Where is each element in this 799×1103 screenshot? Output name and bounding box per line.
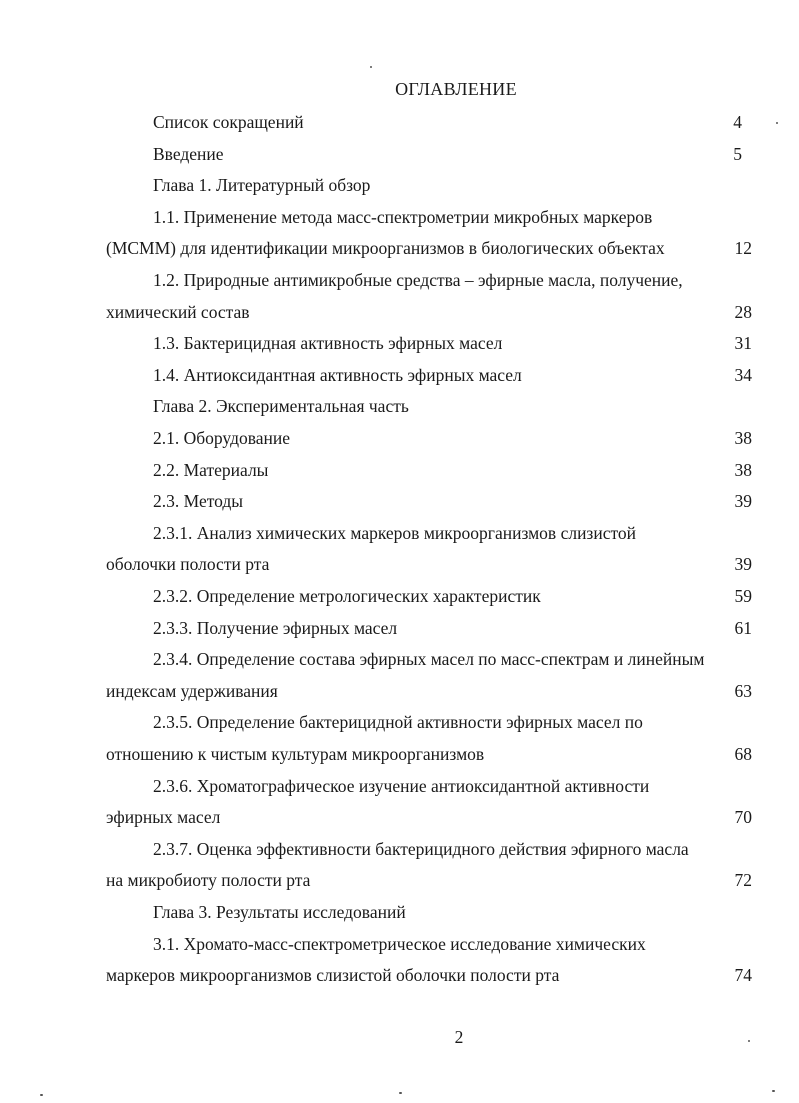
toc-title: ОГЛАВЛЕНИЕ [395,79,517,99]
toc-entry-page: 34 [734,364,752,385]
toc-entry-page: 5 [733,143,742,164]
toc-entry-text: Введение [153,143,224,164]
toc-entry-page: 70 [734,807,752,828]
toc-entry-page: 12 [734,238,752,259]
page-number: 2 [454,1027,464,1047]
toc-entry-text: 2.3. Методы [153,491,244,512]
toc-entry-text: 2.2. Материалы [153,459,269,480]
toc-chapter-heading: Глава 3. Результаты исследований [153,902,406,922]
toc-entry-continuation: индексам удерживания [106,680,278,701]
toc-chapter-heading: Глава 1. Литературный обзор [153,175,371,196]
toc-entry-page: 61 [734,617,752,638]
toc-entry-text: 2.3.6. Хроматографическое изучение антиоксидантной активности [153,775,650,796]
toc-entry-page: 63 [734,680,752,701]
toc-entry-page: 4 [733,112,742,132]
toc-entry-continuation: (МСММ) для идентификации микроорганизмов в биологических объектах [106,238,665,259]
scan-speck [370,66,372,68]
toc-chapter-heading: Глава 2. Экспериментальная часть [153,396,409,417]
toc-entry-text: 2.3.2. Определение метрологических характеристик [153,586,541,606]
toc-entry-text: 2.3.5. Определение бактерицидной активности эфирных масел по [153,712,643,733]
toc-entry-continuation: эфирных масел [106,807,221,828]
toc-entry-page: 38 [734,428,752,448]
toc-entry-text: Список сокращений [153,112,304,132]
toc-entry-page: 72 [734,870,752,891]
toc-entry-text: 1.4. Антиоксидантная активность эфирных масел [153,364,522,385]
toc-entry-text: 2.3.3. Получение эфирных масел [153,617,398,638]
toc-entry-text: 2.3.1. Анализ химических маркеров микроорганизмов слизистой [153,522,637,543]
toc-entry-continuation: маркеров микроорганизмов слизистой оболочки полости рта [106,965,560,986]
scan-speck [748,1040,750,1042]
toc-entry-page: 31 [734,333,752,354]
toc-entry-text: 3.1. Хромато-масс-спектрометрическое исследование химических [153,933,646,954]
scan-speck [776,122,778,124]
toc-entry-page: 39 [734,491,752,512]
scan-speck [399,1092,402,1094]
toc-entry-text: 1.2. Природные антимикробные средства – эфирные масла, получение, [153,270,683,290]
toc-entry-continuation: на микробиоту полости рта [106,870,311,891]
toc-entry-page: 74 [734,965,752,986]
toc-entry-continuation: оболочки полости рта [106,554,270,575]
toc-entry-page: 39 [734,554,752,575]
toc-entry-page: 59 [734,586,752,606]
toc-entry-text: 2.3.4. Определение состава эфирных масел по масс-спектрам и линейным [153,649,705,670]
toc-entry-text: 1.1. Применение метода масс-спектрометрии микробных маркеров [153,206,653,227]
toc-entry-page: 28 [734,301,752,322]
toc-entry-continuation: отношению к чистым культурам микроорганизмов [106,744,485,764]
scan-speck [772,1090,775,1092]
toc-entry-text: 2.3.7. Оценка эффективности бактерицидного действия эфирного масла [153,838,689,859]
scan-speck [40,1094,43,1096]
toc-entry-page: 68 [734,744,752,764]
toc-entry-page: 38 [734,459,752,480]
toc-entry-text: 2.1. Оборудование [153,428,291,448]
toc-entry-text: 1.3. Бактерицидная активность эфирных масел [153,333,503,354]
toc-entry-continuation: химический состав [106,301,250,322]
